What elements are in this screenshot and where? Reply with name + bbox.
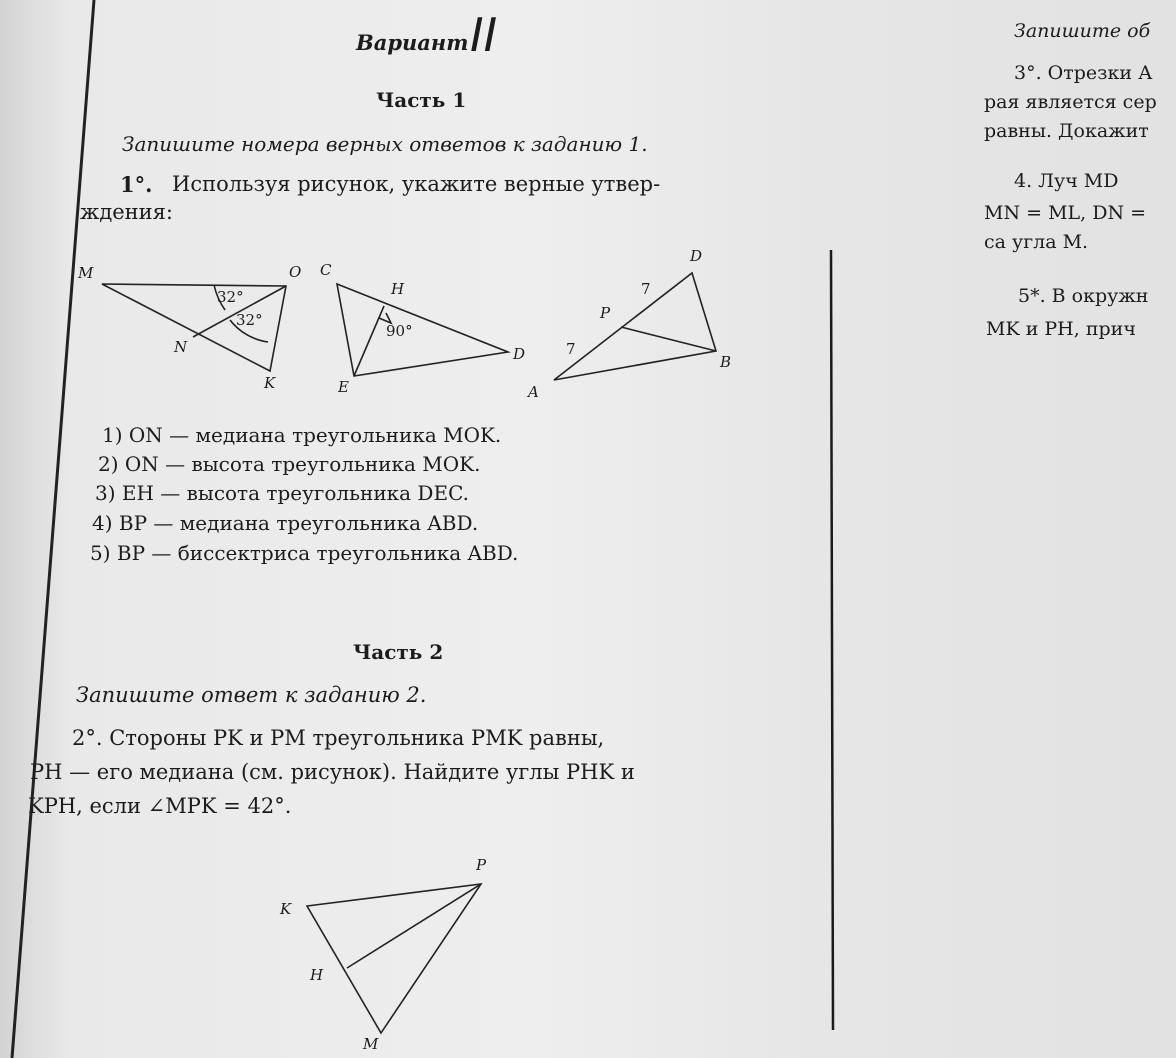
right-header: Запишите об	[1014, 20, 1151, 42]
task2-line1: 2°. Стороны PK и PM треугольника PMK равны,	[72, 726, 605, 750]
fig1-label-n: N	[174, 338, 188, 356]
fig1-angle-label-2: 32°	[236, 311, 263, 329]
part2-instruction: Запишите ответ к заданию 2.	[76, 683, 427, 707]
variant-number-handwritten: II	[470, 8, 498, 62]
fig1-label-o: O	[289, 263, 302, 281]
option-2: 2) ON — высота треугольника MOK.	[98, 452, 481, 476]
part1-instruction: Запишите номера верных ответов к заданию 1.	[122, 132, 648, 156]
task3-line3: равны. Докажит	[984, 120, 1149, 142]
task3-line2: рая является сер	[984, 91, 1157, 113]
task4-line1: 4. Луч MD	[1014, 170, 1119, 192]
fig1-label-k: K	[264, 374, 276, 392]
option-4: 4) BP — медиана треугольника ABD.	[92, 511, 479, 535]
option-1: 1) ON — медиана треугольника MOK.	[102, 423, 502, 447]
fig3-label-a: A	[528, 383, 539, 401]
fig2-label-c: C	[320, 261, 332, 279]
variant-label: Вариант	[356, 30, 469, 55]
task4-line2: MN = ML, DN =	[984, 202, 1147, 224]
task1-text-line2: ждения:	[80, 200, 173, 224]
fig1-label-m: M	[78, 264, 94, 282]
task5-line1: 5*. В окружн	[1018, 285, 1149, 307]
option-5: 5) BP — биссектриса треугольника ABD.	[90, 541, 519, 565]
fig3-length-label-bottom: 7	[566, 340, 576, 358]
fig3-label-p: P	[600, 304, 611, 322]
triangle-pmk	[307, 884, 481, 1033]
task2-line3: KPH, если ∠MPK = 42°.	[28, 794, 292, 818]
task2-line2: PH — его медиана (см. рисунок). Найдите углы PHK и	[30, 760, 635, 784]
task3-line1: 3°. Отрезки А	[1014, 62, 1153, 84]
fig4-label-p: P	[476, 856, 487, 874]
fig2-label-e: E	[338, 378, 349, 396]
fig4-label-h: H	[310, 966, 324, 984]
task4-line3: са угла M.	[984, 231, 1089, 253]
fig2-angle-label: 90°	[386, 322, 413, 340]
fig2-label-d: D	[513, 345, 526, 363]
fig3-label-d: D	[690, 247, 703, 265]
part1-heading: Часть 1	[376, 88, 467, 112]
option-3: 3) EH — высота треугольника DEC.	[95, 481, 470, 505]
task5-line2: MK и PH, прич	[986, 318, 1136, 340]
fig3-label-b: B	[720, 353, 732, 371]
task1-number: 1°.	[120, 172, 153, 197]
fig4-label-m: M	[363, 1035, 379, 1053]
fig3-length-label-top: 7	[641, 280, 651, 298]
task1-text-line1: Используя рисунок, укажите верные утвер-	[172, 172, 661, 196]
fig1-angle-label-1: 32°	[217, 288, 244, 306]
part2-heading: Часть 2	[353, 640, 444, 664]
fig2-label-h: H	[391, 280, 405, 298]
fig4-label-k: K	[280, 900, 292, 918]
